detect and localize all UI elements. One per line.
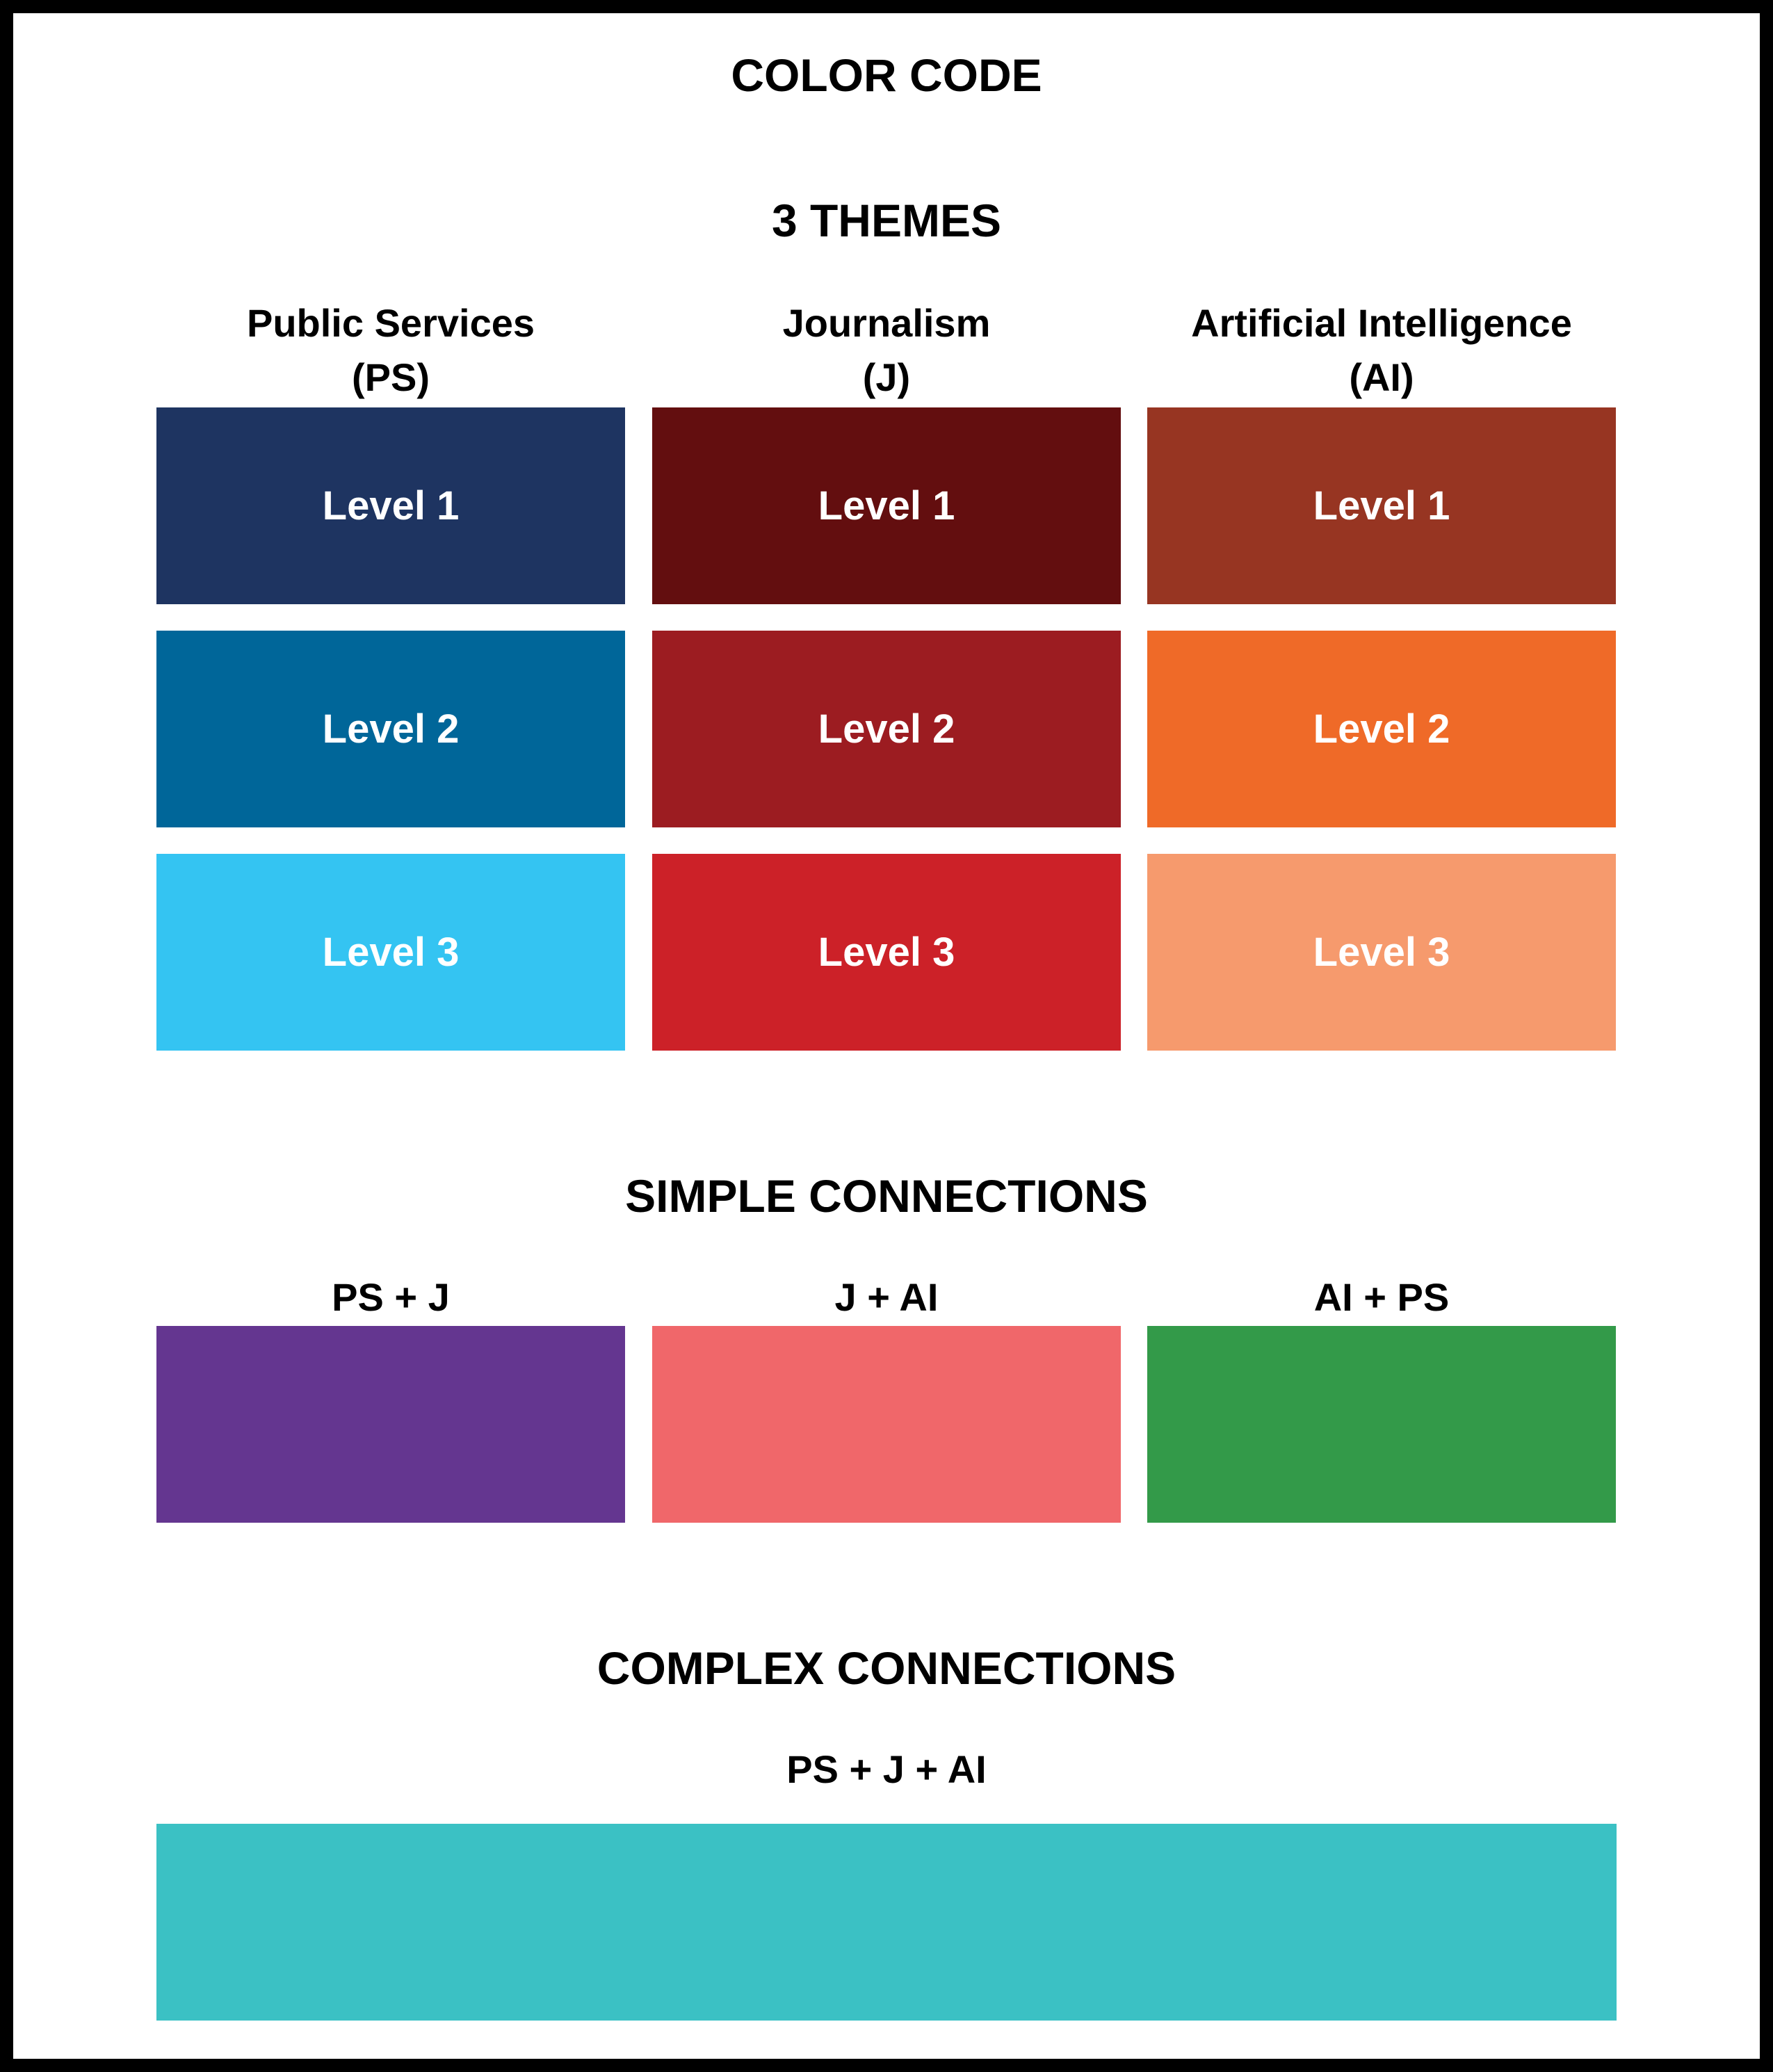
swatch-j-ai [652,1326,1121,1523]
swatch-j-level-2: Level 2 [652,631,1121,827]
connection-label-j-ai: J + AI [834,1275,939,1319]
swatch-ai-level-1: Level 1 [1147,407,1616,604]
theme-abbr: (PS) [352,355,430,399]
theme-name: Journalism [782,301,991,345]
swatch-ps-j-ai [156,1824,1617,2021]
swatch-ps-level-3: Level 3 [156,854,625,1051]
complex-connections-heading: COMPLEX CONNECTIONS [597,1642,1176,1694]
simple-connections-heading: SIMPLE CONNECTIONS [625,1170,1148,1222]
connection-label-ai-ps: AI + PS [1313,1275,1450,1319]
theme-name: Artificial Intelligence [1191,301,1572,345]
color-code-panel [13,13,1760,2059]
swatch-ai-level-3: Level 3 [1147,854,1616,1051]
swatch-ps-level-2: Level 2 [156,631,625,827]
swatch-ps-level-1: Level 1 [156,407,625,604]
connection-label-ps-j: PS + J [332,1275,450,1319]
theme-abbr: (J) [862,355,911,399]
swatch-j-level-3: Level 3 [652,854,1121,1051]
theme-label-artificial-intelligence [1147,296,1616,405]
connection-label-ps-j-ai: PS + J + AI [786,1747,987,1791]
theme-name: Public Services [246,301,535,345]
swatch-j-level-1: Level 1 [652,407,1121,604]
themes-heading: 3 THEMES [771,195,1002,246]
theme-abbr: (AI) [1349,355,1414,399]
swatch-ps-j [156,1326,625,1523]
swatch-ai-ps [1147,1326,1616,1523]
theme-label-public-services [156,296,625,405]
theme-label-journalism [652,296,1121,405]
page-title: COLOR CODE [731,49,1042,101]
swatch-ai-level-2: Level 2 [1147,631,1616,827]
